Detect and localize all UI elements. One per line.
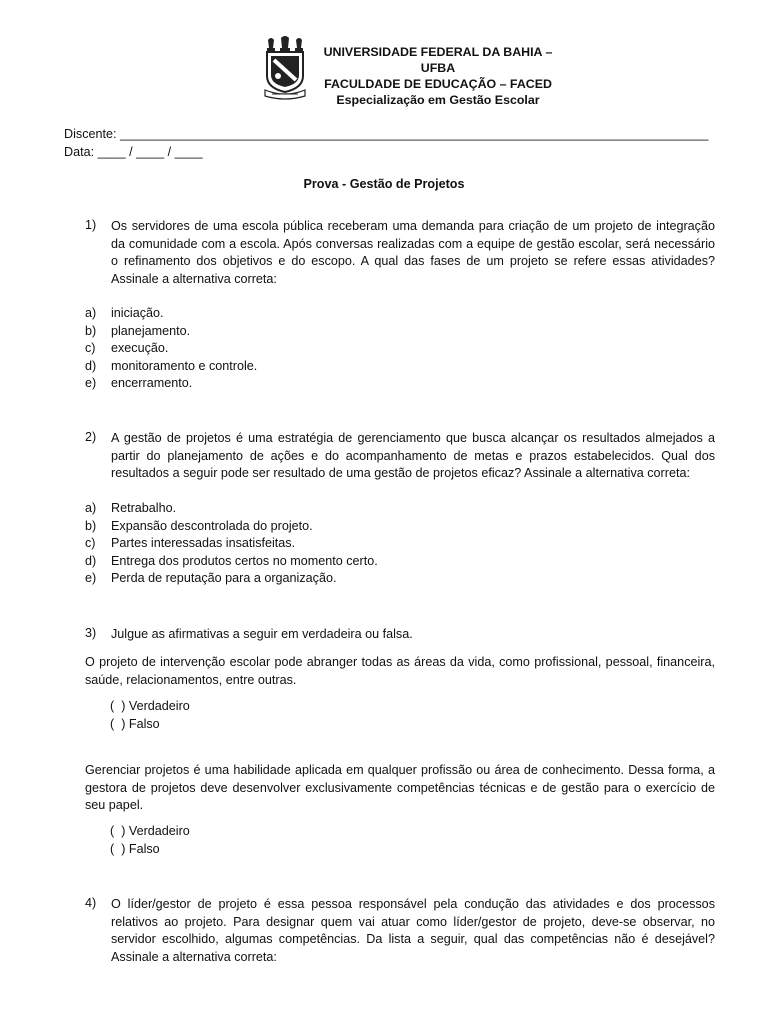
option-e[interactable] [85,570,685,588]
option-text: iniciação. [111,306,164,320]
option-letter: e) [85,571,97,585]
option-letter: d) [85,358,97,373]
option-letter: c) [85,341,96,355]
option-a[interactable] [85,500,685,518]
statement-1: O projeto de intervenção escolar pode abranger todas as áreas da vida, como profissional, pessoal, financeira, saúde, relacionamentos, entre outras. [85,655,715,687]
option-text: Expansão descontrolada do projeto. [111,518,313,533]
option-text: planejamento. [111,323,191,338]
option-d[interactable] [85,358,685,376]
question-4 [85,896,715,966]
false-choice[interactable]: ( ) Falso [110,716,160,731]
question-2-options [85,500,685,588]
date-field[interactable]: Data: ____ / ____ / ____ [64,145,203,159]
option-c[interactable] [85,535,685,553]
option-letter: c) [85,536,96,550]
question-text: A gestão de projetos é uma estratégia de gerenciamento que busca alcançar os resultados almejados a partir do planejamento de ações e do acompanhamento de metas e prazos estabelecidos. Qual dos resultados a seguir pode ser resultado de uma gestão de projetos eficaz? Assinale a alternativa correta: [111,431,715,480]
statement-2-choices [110,823,410,858]
question-number: 4) [85,896,97,910]
question-number: 1) [85,218,97,232]
question-number: 2) [85,430,97,444]
option-d[interactable] [85,553,685,571]
university-name: UNIVERSIDADE FEDERAL DA BAHIA – UFBA [323,45,553,75]
question-number: 3) [85,626,97,640]
option-letter: e) [85,376,97,390]
option-letter: b) [85,323,97,338]
option-text: Partes interessadas insatisfeitas. [111,536,296,550]
option-text: Retrabalho. [111,501,177,515]
option-c[interactable] [85,340,685,358]
student-name-field[interactable]: Discente: ____________________________________________________________________________________ [64,127,709,141]
option-letter: a) [85,501,97,515]
question-1 [85,218,715,288]
option-text: Entrega dos produtos certos no momento certo. [111,553,378,568]
question-text: Julgue as afirmativas a seguir em verdadeira ou falsa. [111,627,413,641]
question-1-options [85,305,685,393]
option-text: encerramento. [111,376,193,390]
option-b[interactable] [85,323,685,341]
option-b[interactable] [85,518,685,536]
statement-1-choices [110,698,410,733]
course-name: Especialização em Gestão Escolar [336,93,540,107]
ufba-coat-of-arms-logo [262,36,308,100]
exam-title: Prova - Gestão de Projetos [303,177,465,191]
option-e[interactable] [85,375,685,393]
option-text: monitoramento e controle. [111,358,258,373]
letterhead [262,36,562,107]
option-text: execução. [111,341,169,355]
question-2 [85,430,715,483]
question-text: Os servidores de uma escola pública receberam uma demanda para criação de um projeto de integração da comunidade com a escola. Após conversas realizadas com a equipe de gestão escolar, será necessário o refinamento dos objetivos e do escopo. A qual das fases de um projeto se refere essas atividades? Assinale a alternativa correta: [111,219,715,286]
true-choice[interactable]: ( ) Verdadeiro [110,824,190,838]
option-letter: b) [85,518,97,533]
option-letter: a) [85,306,97,320]
question-text: O líder/gestor de projeto é essa pessoa responsável pela condução das atividades e dos processos relativos ao projeto. Para designar quem vai atuar como líder/gestor de projeto, deve-se observar, no servidor escolhido, algumas competências. Da lista a seguir, qual das competências não é desejável? Assinale a alternativa correta: [111,897,715,964]
true-choice[interactable]: ( ) Verdadeiro [110,699,190,713]
option-letter: d) [85,553,97,568]
statement-2: Gerenciar projetos é uma habilidade aplicada em qualquer profissão ou área de conhecimento. Dessa forma, a gestora de projetos deve desenvolver exclusivamente competências técnicas e de gestão para o exercício de seu papel. [85,763,715,812]
option-a[interactable] [85,305,685,323]
question-3 [85,626,715,644]
option-text: Perda de reputação para a organização. [111,571,337,585]
false-choice[interactable]: ( ) Falso [110,841,160,856]
faculty-name: FACULDADE DE EDUCAÇÃO – FACED [324,77,552,91]
